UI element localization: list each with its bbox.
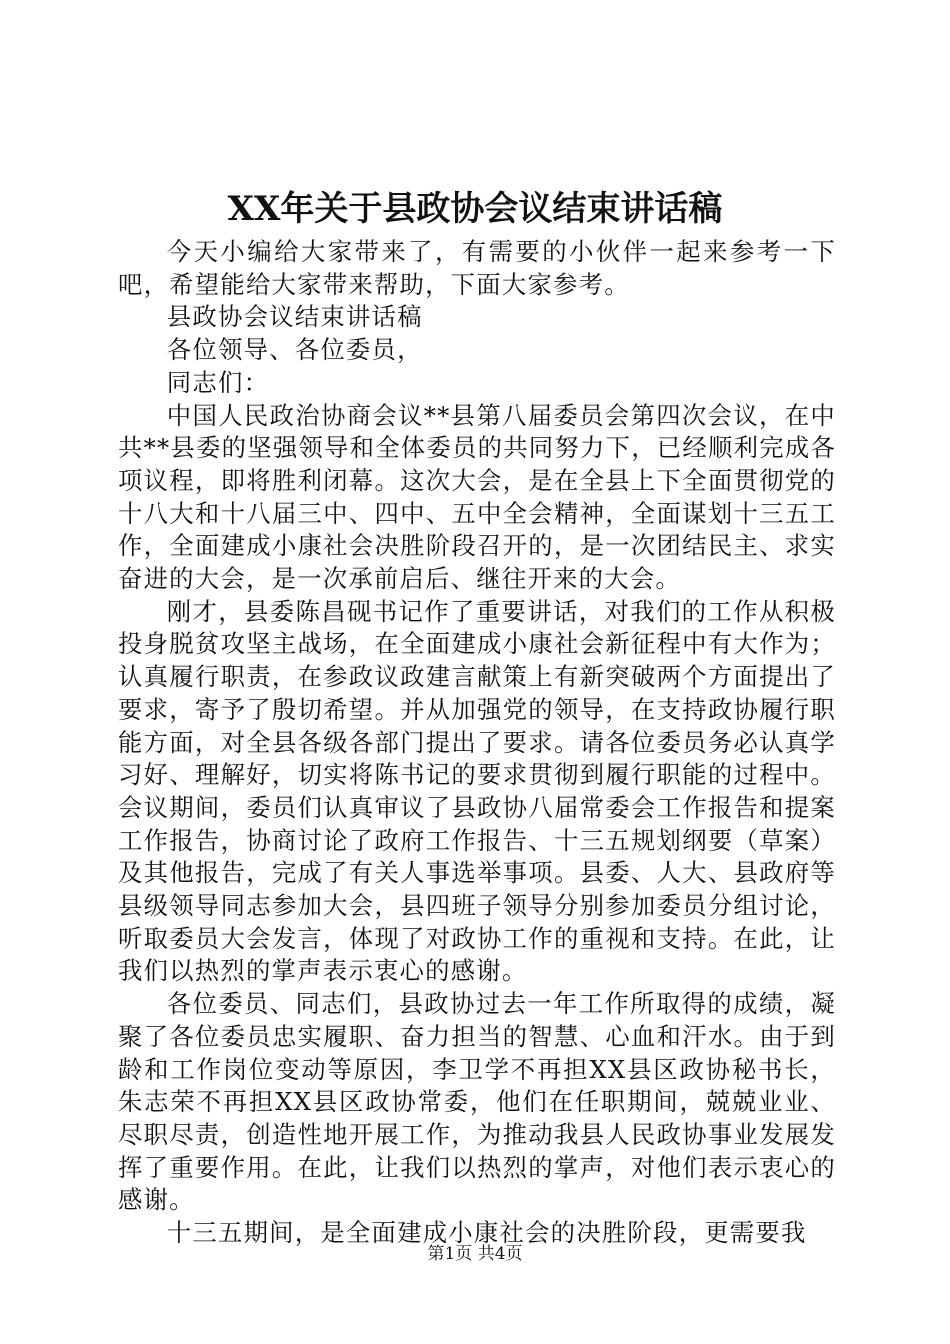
document-title: XX年关于县政协会议结束讲话稿 [227,189,723,229]
paragraph-subtitle: 县政协会议结束讲话稿 [166,302,423,332]
page-footer: 第1页 共4页 [427,1244,523,1264]
document-body [118,236,836,1250]
paragraph-salutation-2: 同志们： [166,367,270,397]
paragraph-intro: 今天小编给大家带来了，有需要的小伙伴一起来参考一下吧，希望能给大家带来帮助，下面大家参考。 [118,237,836,299]
paragraph-body-3: 各位委员、同志们，县政协过去一年工作所取得的成绩，凝聚了各位委员忠实履职、奋力担当的智慧、心血和汗水。由于到龄和工作岗位变动等原因，李卫学不再担XX县区政协秘书长，朱志荣不再担XX县区政协常委，他们在任职期间，兢兢业业、尽职尽责，创造性地开展工作，为推动我县人民政协事业发展发挥了重要作用。在此，让我们以热烈的掌声，对他们表示衷心的感谢。 [118,989,836,1215]
paragraph-salutation-1: 各位领导、各位委员， [166,335,423,365]
paragraph-body-1: 中国人民政治协商会议**县第八届委员会第四次会议，在中共**县委的坚强领导和全体委员的共同努力下，已经顺利完成各项议程，即将胜利闭幕。这次大会，是在全县上下全面贯彻党的十八大和十八届三中、四中、五中全会精神，全面谋划十三五工作，全面建成小康社会决胜阶段召开的，是一次团结民主、求实奋进的大会，是一次承前启后、继往开来的大会。 [118,400,836,594]
paragraph-body-4: 十三五期间，是全面建成小康社会的决胜阶段，更需要我 [166,1218,807,1248]
paragraph-body-2: 刚才，县委陈昌砚书记作了重要讲话，对我们的工作从积极投身脱贫攻坚主战场，在全面建成小康社会新征程中有大作为；认真履行职责，在参政议政建言献策上有新突破两个方面提出了要求，寄予了殷切希望。并从加强党的领导，在支持政协履行职能方面，对全县各级各部门提出了要求。请各位委员务必认真学习好、理解好，切实将陈书记的要求贯彻到履行职能的过程中。会议期间，委员们认真审议了县政协八届常委会工作报告和提案工作报告，协商讨论了政府工作报告、十三五规划纲要（草案）及其他报告，完成了有关人事选举事项。县委、人大、县政府等县级领导同志参加大会，县四班子领导分别参加委员分组讨论，听取委员大会发言，体现了对政协工作的重视和支持。在此，让我们以热烈的掌声表示衷心的感谢。 [118,596,836,986]
